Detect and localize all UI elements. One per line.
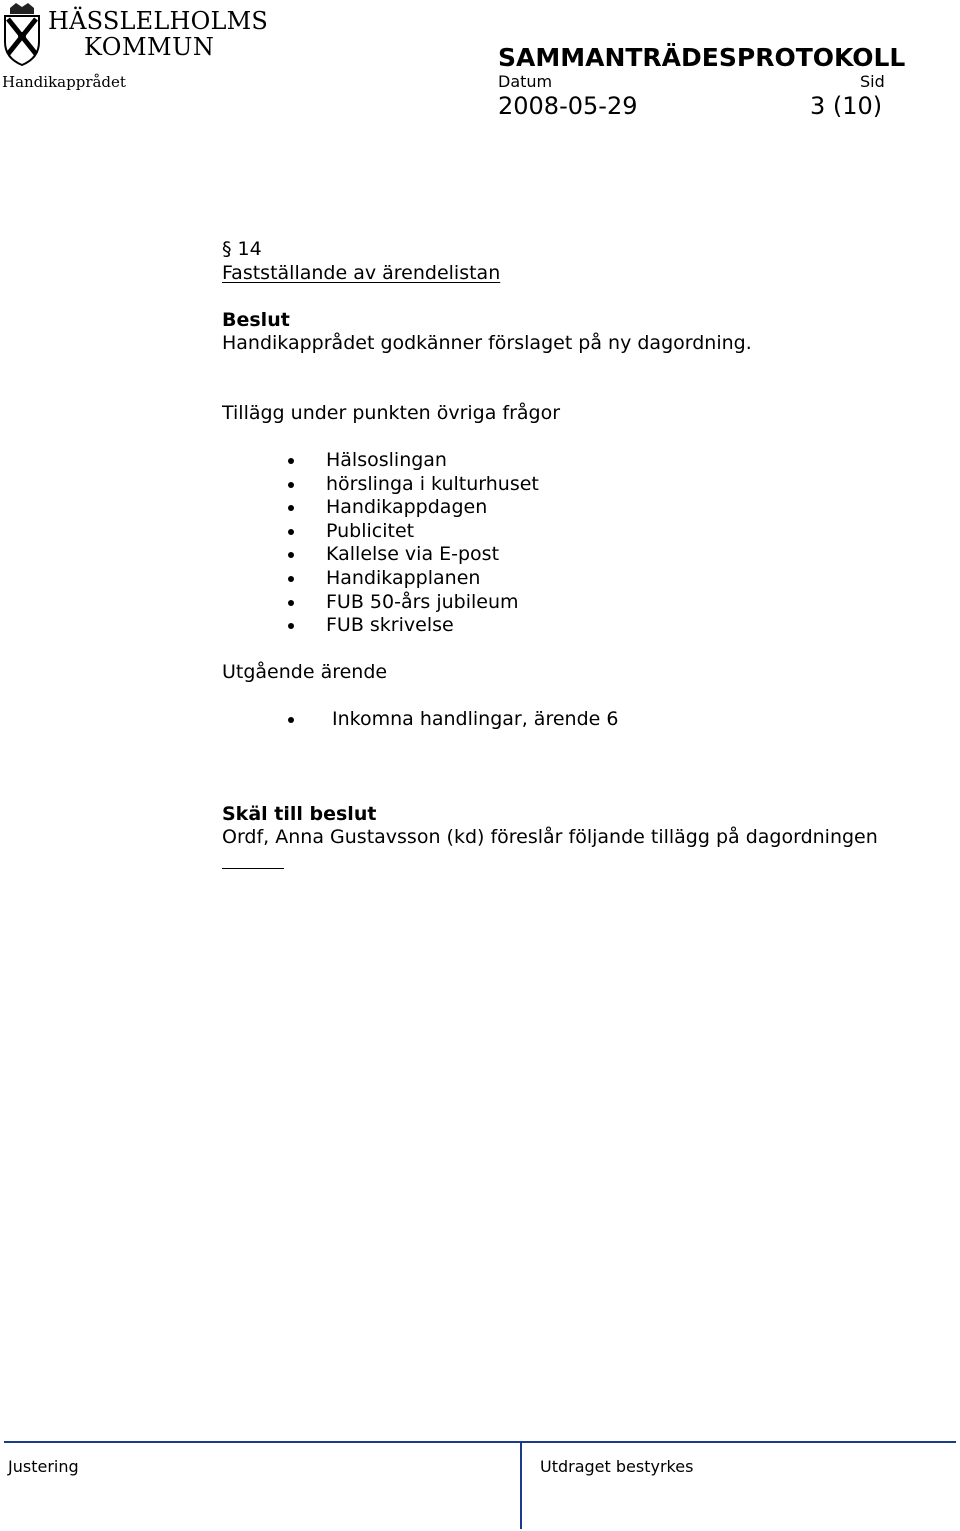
shield-icon xyxy=(2,2,42,66)
reason-text: Ordf, Anna Gustavsson (kd) föreslår följande tillägg på dagordningen xyxy=(222,826,878,848)
reason-heading: Skäl till beslut xyxy=(222,803,377,825)
outgoing-list xyxy=(332,708,618,732)
additions-intro: Tillägg under punkten övriga frågor xyxy=(222,402,561,424)
section-number xyxy=(222,238,262,261)
list-item: Handikappdagen xyxy=(326,496,539,520)
footer-justering-label: Justering xyxy=(8,1457,79,1476)
org-name-line1: HÄSSLELHOLMS xyxy=(48,7,269,35)
section-title: Fastställande av ärendelistan xyxy=(222,262,501,284)
bullet-icon xyxy=(288,505,294,511)
list-item: Inkomna handlingar, ärende 6 xyxy=(332,708,618,732)
bullet-icon xyxy=(288,600,294,606)
short-rule xyxy=(222,868,284,869)
footer-divider xyxy=(520,1441,522,1529)
page-value: 3 (10) xyxy=(810,92,883,120)
municipal-coat-of-arms xyxy=(2,2,42,66)
page-label: Sid xyxy=(860,72,885,91)
bullet-icon xyxy=(288,458,294,464)
list-item: FUB 50-års jubileum xyxy=(326,591,539,615)
bullet-icon xyxy=(288,529,294,535)
list-item: Hälsoslingan xyxy=(326,449,539,473)
bullet-icon xyxy=(288,552,294,558)
additions-list xyxy=(326,449,539,638)
list-item: Kallelse via E-post xyxy=(326,543,539,567)
footer-utdraget-label: Utdraget bestyrkes xyxy=(540,1457,694,1476)
list-item: Publicitet xyxy=(326,520,539,544)
bullet-icon xyxy=(288,576,294,582)
decision-text: Handikapprådet godkänner förslaget på ny dagordning. xyxy=(222,332,752,354)
outgoing-heading: Utgående ärende xyxy=(222,661,388,683)
bullet-icon xyxy=(288,482,294,488)
org-name-line2: KOMMUN xyxy=(84,33,215,61)
section-number-value: 14 xyxy=(237,238,262,260)
unit-name: Handikapprådet xyxy=(2,73,126,91)
document-title: SAMMANTRÄDESPROTOKOLL xyxy=(498,43,906,72)
decision-heading: Beslut xyxy=(222,309,290,331)
list-item: hörslinga i kulturhuset xyxy=(326,473,539,497)
list-item: Handikapplanen xyxy=(326,567,539,591)
list-item: FUB skrivelse xyxy=(326,614,539,638)
paragraph-symbol: § xyxy=(222,238,232,260)
date-value: 2008-05-29 xyxy=(498,92,638,120)
date-label: Datum xyxy=(498,72,553,91)
footer-rule xyxy=(4,1441,956,1443)
bullet-icon xyxy=(288,717,294,723)
bullet-icon xyxy=(288,623,294,629)
